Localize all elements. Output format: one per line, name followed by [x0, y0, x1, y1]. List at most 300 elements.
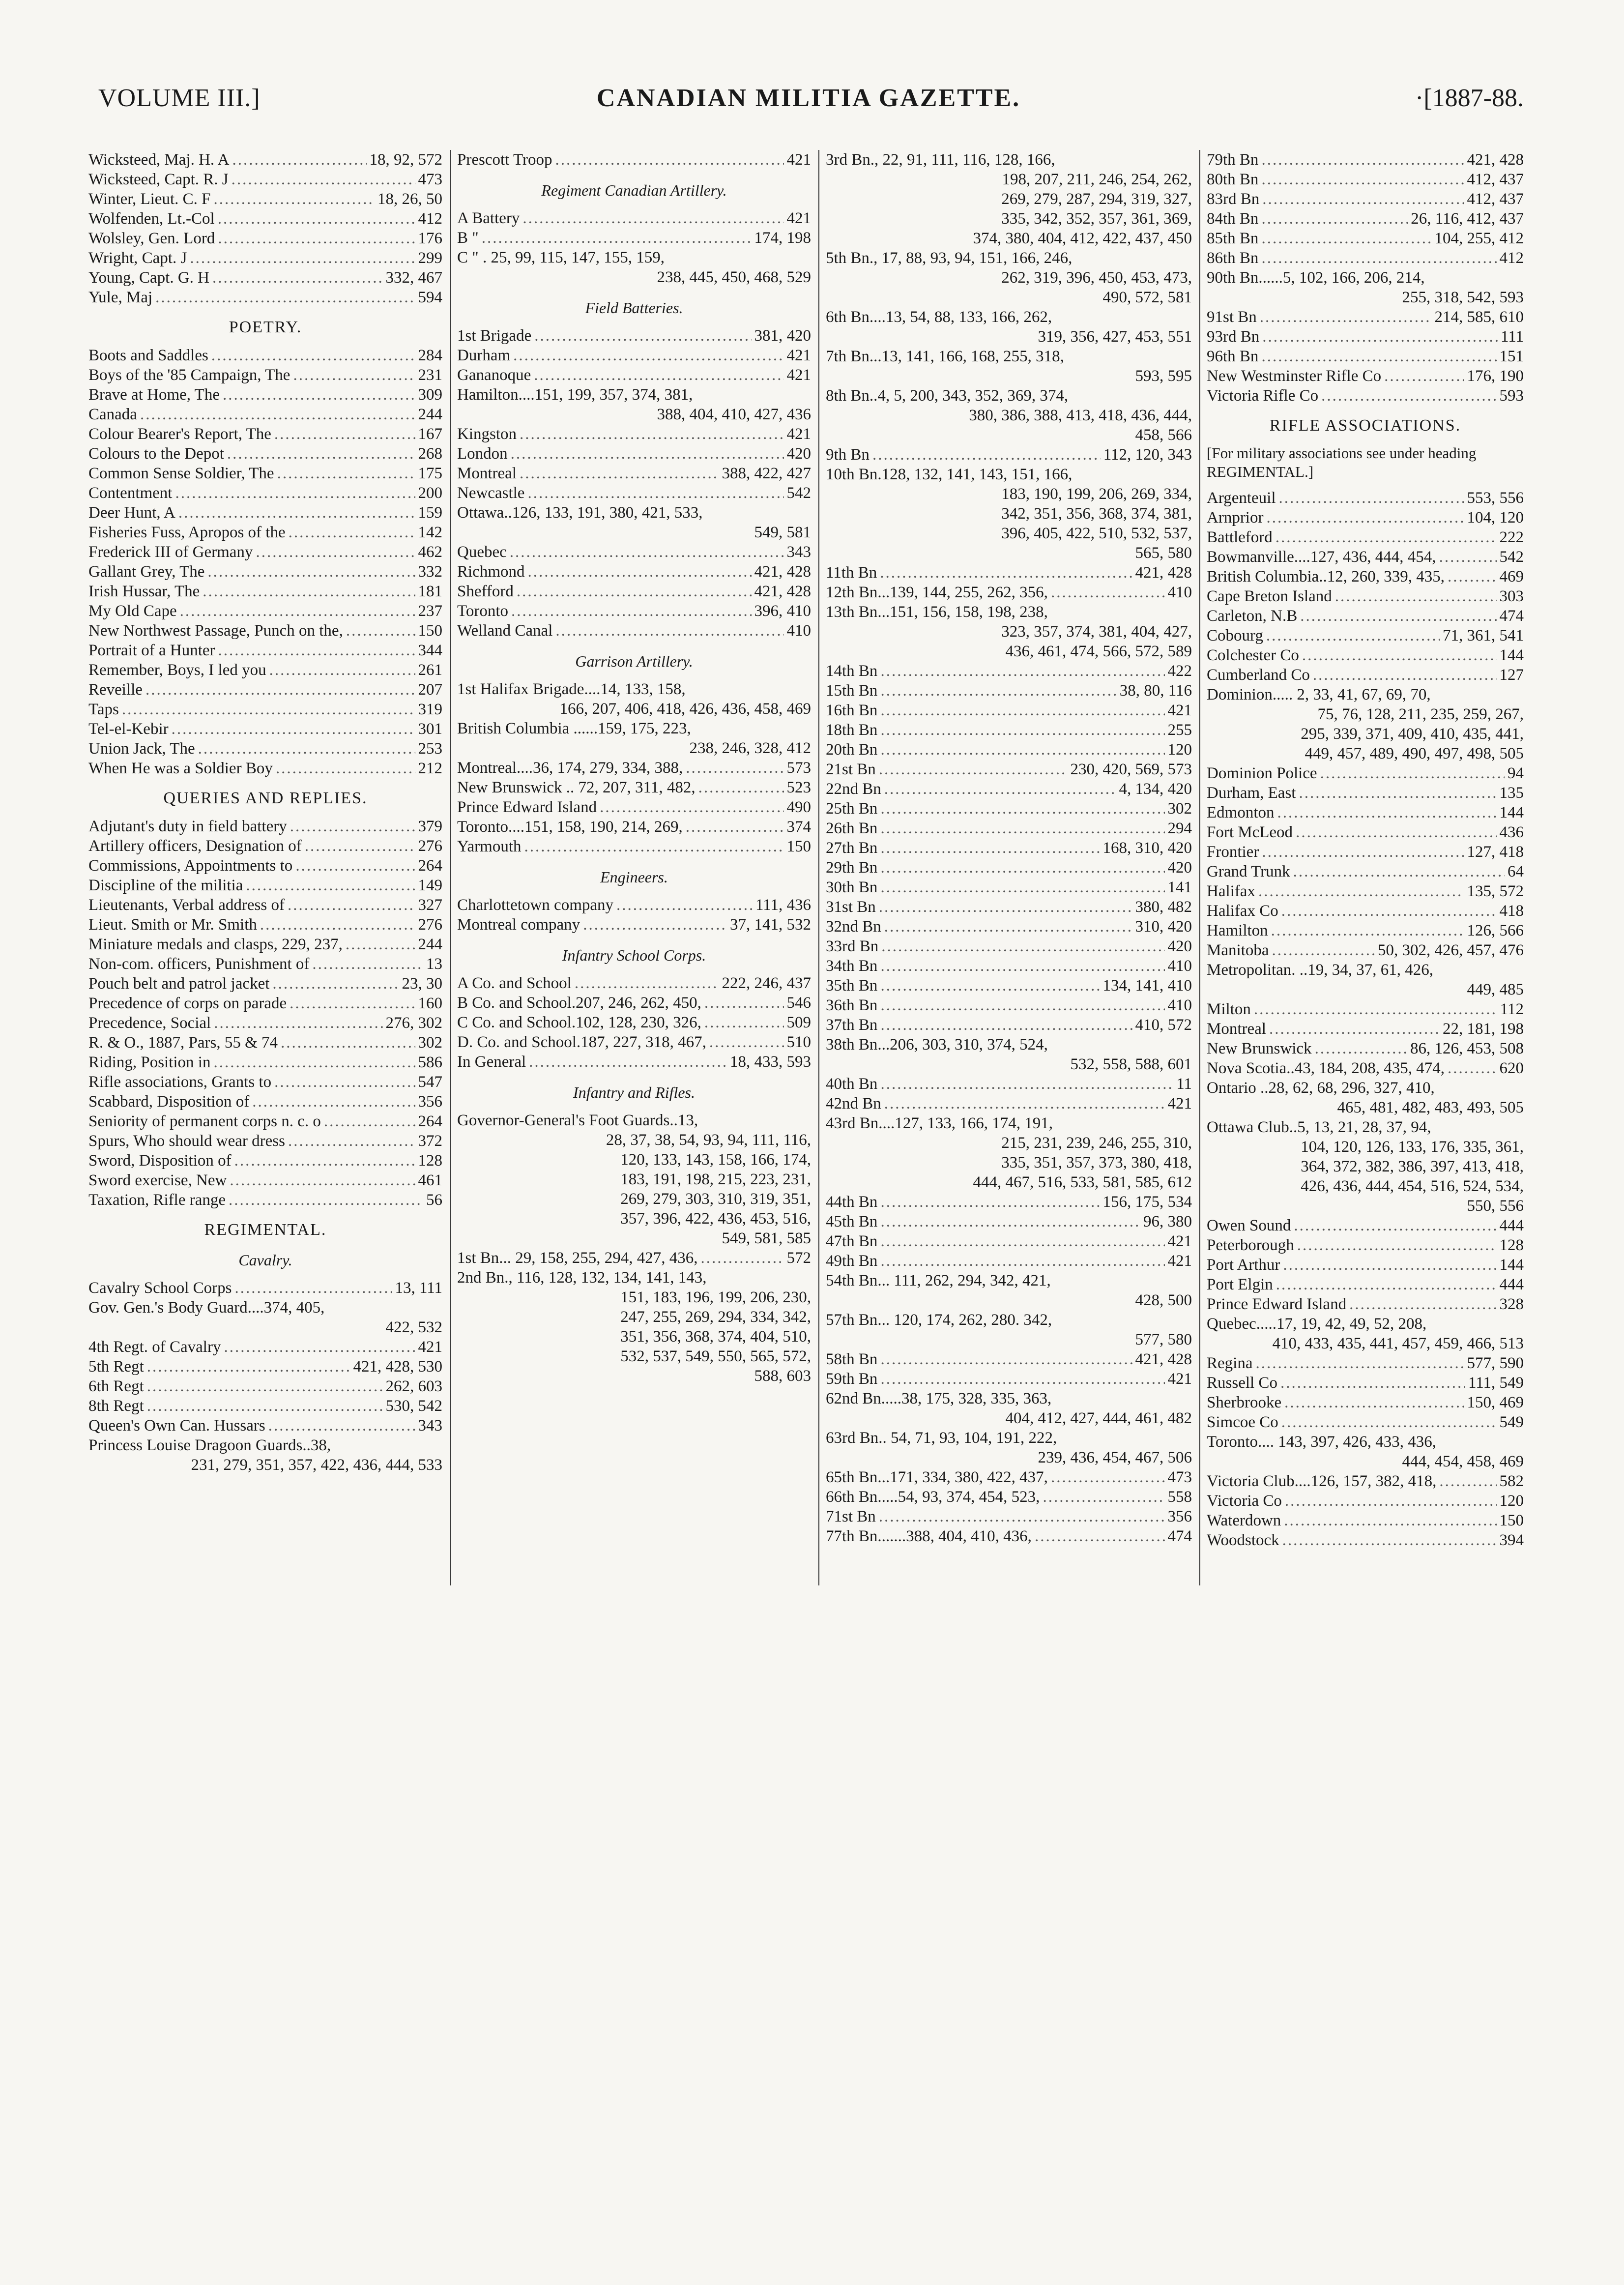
entry-name: 18th Bn: [826, 721, 878, 739]
index-entry: [457, 582, 811, 601]
entry-name: Bowmanville....127, 436, 444, 454,: [1207, 548, 1436, 566]
entry-pages: 421: [786, 209, 811, 227]
index-entry: [88, 739, 442, 759]
entry-name: 14th Bn: [826, 662, 878, 680]
leader-dots: [534, 326, 751, 346]
leader-dots: [1299, 783, 1496, 803]
entry-pages: 328: [1499, 1295, 1524, 1313]
index-entry: [88, 346, 442, 365]
leader-dots: [880, 976, 1100, 996]
entry-name: 1st Bn... 29, 158, 255, 294, 427, 436,: [457, 1249, 698, 1267]
entry-name: Frederick III of Germany: [88, 543, 253, 561]
index-entry: [826, 1526, 1192, 1546]
index-list: [457, 1111, 811, 1386]
entry-pages: 462: [418, 543, 442, 561]
entry-name: Non-com. officers, Punishment of: [88, 955, 310, 973]
entry-name: New Westminster Rifle Co: [1207, 367, 1382, 385]
entry-pages: 128: [1499, 1236, 1524, 1254]
index-entry: [826, 1035, 1192, 1055]
entry-name: Durham, East: [1207, 784, 1296, 802]
column-1: [88, 150, 442, 1600]
leader-dots: [1296, 822, 1496, 842]
index-entry: [1207, 1235, 1524, 1255]
leader-dots: [211, 346, 415, 365]
entry-continuation: 215, 231, 239, 246, 255, 310,: [1001, 1134, 1192, 1152]
entry-name: Boots and Saddles: [88, 347, 208, 364]
entry-pages: 23, 30: [402, 975, 442, 993]
entry-name: 66th Bn.....54, 93, 374, 454, 523,: [826, 1488, 1040, 1506]
index-entry: [1207, 645, 1524, 665]
entry-continuation: 269, 279, 303, 310, 319, 351,: [620, 1190, 811, 1208]
leader-dots: [880, 701, 1164, 720]
entry-continuation: 183, 191, 198, 215, 223, 231,: [620, 1171, 811, 1188]
entry-name: Taxation, Rifle range: [88, 1191, 226, 1209]
index-entry: [88, 1396, 442, 1416]
entry-continuation: 465, 481, 482, 483, 493, 505: [1337, 1099, 1524, 1116]
entry-pages: 410: [1167, 957, 1192, 975]
garrison-artillery-heading: Garrison Artillery.: [575, 652, 693, 670]
index-entry: [457, 1013, 811, 1032]
entry-pages: 594: [418, 289, 442, 306]
entry-name: 1st Halifax Brigade....14, 133, 158,: [457, 680, 686, 698]
entry-name: 22nd Bn: [826, 780, 881, 798]
leader-dots: [880, 799, 1164, 819]
index-entry: [457, 483, 811, 503]
leader-dots: [872, 445, 1101, 465]
entry-name: 33rd Bn: [826, 937, 879, 955]
entry-name: Sword exercise, New: [88, 1172, 227, 1189]
year-label: ·[1887-88.: [1415, 84, 1524, 112]
entry-pages: 56: [426, 1191, 442, 1209]
leader-dots: [1302, 645, 1497, 665]
entry-name: Prince Edward Island: [1207, 1295, 1347, 1313]
leader-dots: [145, 680, 415, 700]
entry-name: Irish Hussar, The: [88, 583, 200, 600]
entry-pages: 22, 181, 198: [1443, 1020, 1524, 1038]
entry-pages: 222: [1499, 528, 1524, 546]
leader-dots: [1293, 862, 1505, 881]
index-entry: [1207, 881, 1524, 901]
entry-pages: 421: [786, 366, 811, 384]
index-entry: [88, 1377, 442, 1396]
entry-name: Arnprior: [1207, 509, 1264, 527]
leader-dots: [172, 719, 415, 739]
entry-pages: 244: [418, 936, 442, 953]
entry-name: Nova Scotia..43, 184, 208, 435, 474,: [1207, 1059, 1445, 1077]
entry-continuation: 335, 351, 357, 373, 380, 418,: [1001, 1154, 1192, 1172]
entry-pages: 421: [786, 151, 811, 169]
leader-dots: [178, 503, 415, 523]
entry-pages: 381, 420: [754, 327, 811, 345]
entry-continuation: 364, 372, 382, 386, 397, 413, 418,: [1301, 1158, 1524, 1175]
entry-name: Spurs, Who should wear dress: [88, 1132, 285, 1150]
index-entry: [826, 1310, 1192, 1330]
leader-dots: [288, 1131, 415, 1151]
index-entry: [826, 878, 1192, 897]
entry-name: Sherbrooke: [1207, 1394, 1282, 1411]
entry-name: 79th Bn: [1207, 151, 1259, 169]
leader-dots: [274, 1072, 415, 1092]
entry-pages: 572: [786, 1249, 811, 1267]
index-entry: [457, 542, 811, 562]
entry-name: Welland Canal: [457, 622, 553, 640]
leader-dots: [276, 759, 415, 778]
entry-pages: 176, 190: [1467, 367, 1524, 385]
leader-dots: [305, 836, 415, 856]
queries-heading: QUERIES AND REPLIES.: [163, 789, 368, 807]
entry-name: Cape Breton Island: [1207, 587, 1332, 605]
entry-continuation: 490, 572, 581: [1102, 289, 1192, 306]
entry-name: 32nd Bn: [826, 918, 881, 936]
leader-dots: [1261, 170, 1464, 189]
entry-name: Discipline of the militia: [88, 877, 243, 894]
index-entry: [1207, 366, 1524, 386]
entry-name: 96th Bn: [1207, 348, 1259, 365]
index-entry: [826, 563, 1192, 583]
column-2: [457, 150, 811, 1600]
leader-dots: [1261, 248, 1496, 268]
entry-pages: 144: [1499, 646, 1524, 664]
entry-name: Wolsley, Gen. Lord: [88, 230, 215, 247]
index-entry: [88, 1416, 442, 1435]
entry-pages: 230, 420, 569, 573: [1070, 761, 1192, 778]
leader-dots: [346, 621, 415, 641]
leader-dots: [1051, 1467, 1165, 1487]
index-entry: [457, 326, 811, 346]
entry-name: Lieut. Smith or Mr. Smith: [88, 916, 257, 934]
entry-name: Brave at Home, The: [88, 386, 220, 404]
entry-name: 37th Bn: [826, 1016, 878, 1034]
index-entry: [826, 1074, 1192, 1094]
entry-name: Taps: [88, 701, 119, 718]
leader-dots: [312, 954, 423, 974]
entry-continuation: 550, 556: [1467, 1197, 1524, 1215]
index-entry: [88, 1112, 442, 1131]
entry-name: Contentment: [88, 484, 173, 502]
index-entry: [457, 424, 811, 444]
entry-name: Reveille: [88, 681, 143, 699]
entry-name: 91st Bn: [1207, 308, 1257, 326]
gazette-title: CANADIAN MILITIA GAZETTE.: [596, 84, 1021, 112]
entry-name: In General: [457, 1053, 526, 1071]
leader-dots: [1262, 189, 1464, 209]
entry-name: Deer Hunt, A: [88, 504, 175, 522]
index-list: [88, 1278, 442, 1475]
entry-continuation: 151, 183, 196, 199, 206, 230,: [620, 1289, 811, 1306]
leader-dots: [527, 483, 783, 503]
entry-name: 16th Bn: [826, 702, 878, 719]
entry-pages: 410: [1167, 584, 1192, 601]
entry-continuation: 444, 467, 516, 533, 581, 585, 612: [973, 1173, 1192, 1191]
index-entry: [1207, 1353, 1524, 1373]
entry-pages: 126, 566: [1467, 922, 1524, 939]
entry-pages: 303: [1499, 587, 1524, 605]
entry-continuation: 549, 581: [754, 524, 811, 541]
entry-continuation: 449, 485: [1467, 981, 1524, 998]
entry-name: 47th Bn: [826, 1232, 878, 1250]
leader-dots: [510, 542, 784, 562]
index-entry: [826, 1192, 1192, 1212]
leader-dots: [616, 895, 753, 915]
leader-dots: [272, 974, 399, 994]
entry-pages: 421, 428: [754, 563, 811, 581]
leader-dots: [234, 1278, 392, 1298]
index-entry: [1207, 1393, 1524, 1412]
index-entry: [1207, 842, 1524, 862]
entry-pages: 64: [1508, 863, 1524, 880]
entry-name: Kingston: [457, 425, 517, 443]
leader-dots: [880, 681, 1116, 701]
entry-continuation: 380, 386, 388, 413, 418, 436, 444,: [969, 407, 1192, 424]
entry-name: Union Jack, The: [88, 740, 195, 758]
entry-pages: 150: [418, 622, 442, 640]
entry-pages: 104, 120: [1467, 509, 1524, 527]
leader-dots: [1258, 881, 1464, 901]
entry-continuation: 444, 454, 458, 469: [1402, 1453, 1524, 1470]
leader-dots: [1448, 1058, 1497, 1078]
leader-dots: [1035, 1526, 1165, 1546]
index-entry: [826, 445, 1192, 465]
index-entry: [826, 681, 1192, 701]
index-entry: [1207, 547, 1524, 567]
entry-name: Princess Louise Dragoon Guards..38,: [88, 1436, 331, 1454]
entry-name: Young, Capt. G. H: [88, 269, 210, 287]
entry-pages: 276: [418, 837, 442, 855]
entry-continuation: 351, 356, 368, 374, 404, 510,: [620, 1328, 811, 1346]
index-entry: [88, 621, 442, 641]
entry-pages: 421: [786, 347, 811, 364]
leader-dots: [522, 208, 783, 228]
leader-dots: [290, 994, 415, 1013]
entry-pages: 149: [418, 877, 442, 894]
index-entry: [457, 208, 811, 228]
index-entry: [1207, 1275, 1524, 1294]
entry-pages: 410, 572: [1135, 1016, 1192, 1034]
entry-name: 59th Bn: [826, 1370, 878, 1388]
infantry-rifles-heading: Infantry and Rifles.: [573, 1084, 695, 1101]
leader-dots: [701, 1248, 784, 1268]
index-entry: [88, 424, 442, 444]
leader-dots: [880, 1369, 1164, 1389]
entry-pages: 104, 255, 412: [1434, 230, 1524, 247]
leader-dots: [555, 621, 783, 641]
leader-dots: [1266, 508, 1464, 527]
index-entry: [457, 444, 811, 464]
entry-pages: 11: [1176, 1075, 1192, 1093]
entry-pages: 418: [1499, 902, 1524, 920]
entry-pages: 299: [418, 249, 442, 267]
entry-pages: 327: [418, 896, 442, 914]
index-entry: [88, 562, 442, 582]
infantry-school-heading: Infantry School Corps.: [562, 946, 706, 964]
entry-pages: 212: [418, 760, 442, 777]
entry-name: Rifle associations, Grants to: [88, 1073, 272, 1091]
entry-continuation: 532, 537, 549, 550, 565, 572,: [620, 1348, 811, 1365]
index-entry: [88, 719, 442, 739]
entry-pages: 549: [1499, 1413, 1524, 1431]
index-entry: [88, 817, 442, 836]
entry-pages: 558: [1167, 1488, 1192, 1506]
index-entry: [88, 641, 442, 660]
leader-dots: [289, 523, 415, 542]
index-entry: [1207, 803, 1524, 822]
index-entry: [88, 601, 442, 621]
entry-name: 83rd Bn: [1207, 190, 1260, 208]
entry-name: 35th Bn: [826, 977, 878, 995]
page-header: [93, 84, 1524, 123]
leader-dots: [268, 1416, 415, 1435]
entry-continuation: 565, 580: [1135, 544, 1192, 562]
leader-dots: [147, 1377, 383, 1396]
leader-dots: [583, 915, 727, 935]
leader-dots: [1294, 1216, 1496, 1235]
entry-name: A Co. and School: [457, 974, 572, 992]
entry-name: 71st Bn: [826, 1508, 876, 1525]
entry-pages: 332, 467: [385, 269, 442, 287]
index-entry: [1207, 940, 1524, 960]
index-entry: [826, 799, 1192, 819]
entry-name: London: [457, 445, 508, 463]
leader-dots: [190, 248, 415, 268]
index-list: [457, 679, 811, 856]
index-entry: [826, 917, 1192, 937]
leader-dots: [880, 878, 1164, 897]
leader-dots: [698, 778, 784, 797]
leader-dots: [880, 1192, 1100, 1212]
leader-dots: [1276, 527, 1497, 547]
entry-pages: 135: [1499, 784, 1524, 802]
entry-pages: 461: [418, 1172, 442, 1189]
entry-pages: 37, 141, 532: [730, 916, 811, 934]
leader-dots: [269, 660, 415, 680]
index-entry: [826, 347, 1192, 366]
index-entry: [1207, 862, 1524, 881]
entry-pages: 181: [418, 583, 442, 600]
index-entry: [457, 503, 811, 523]
entry-name: 58th Bn: [826, 1350, 878, 1368]
entry-pages: 112, 120, 343: [1103, 446, 1192, 464]
index-entry: [1207, 665, 1524, 685]
leader-dots: [1280, 1373, 1465, 1393]
entry-pages: 18, 92, 572: [369, 151, 442, 169]
leader-dots: [1283, 1255, 1496, 1275]
index-entry: [457, 1268, 811, 1288]
leader-dots: [1255, 1353, 1464, 1373]
entry-pages: 396, 410: [754, 602, 811, 620]
leader-dots: [1261, 229, 1431, 248]
entry-pages: 141: [1167, 879, 1192, 896]
entry-name: Victoria Rifle Co: [1207, 387, 1319, 405]
entry-continuation: 238, 445, 450, 468, 529: [657, 268, 811, 286]
entry-pages: 18, 26, 50: [377, 190, 442, 208]
index-entry: [1207, 307, 1524, 327]
entry-name: Manitoba: [1207, 941, 1269, 959]
leader-dots: [879, 897, 1132, 917]
entry-name: 27th Bn: [826, 839, 878, 857]
leader-dots: [1261, 347, 1496, 366]
entry-pages: 111: [1500, 328, 1524, 346]
index-entry: [826, 307, 1192, 327]
leader-dots: [880, 838, 1100, 858]
entry-name: Dominion..... 2, 33, 41, 67, 69, 70,: [1207, 686, 1431, 703]
rca-heading: Regiment Canadian Artillery.: [541, 181, 727, 199]
index-entry: [826, 1467, 1192, 1487]
leader-dots: [511, 444, 784, 464]
index-entry: [457, 346, 811, 365]
index-entry: [826, 248, 1192, 268]
index-entry: [1207, 783, 1524, 803]
entry-name: Gov. Gen.'s Body Guard....374, 405,: [88, 1299, 325, 1317]
index-entry: [88, 405, 442, 424]
index-entry: [826, 1113, 1192, 1133]
entry-pages: 156, 175, 534: [1102, 1193, 1192, 1211]
index-entry: [1207, 606, 1524, 626]
entry-continuation: 374, 380, 404, 412, 422, 437, 450: [973, 230, 1192, 247]
entry-pages: 237: [418, 602, 442, 620]
entry-pages: 343: [786, 543, 811, 561]
index-entry: [88, 1171, 442, 1190]
index-entry: [457, 1032, 811, 1052]
entry-pages: 553, 556: [1467, 489, 1524, 507]
leader-dots: [1281, 1412, 1497, 1432]
entry-name: Owen Sound: [1207, 1217, 1291, 1234]
entry-pages: 474: [1499, 607, 1524, 625]
index-entry: [88, 1033, 442, 1053]
entry-name: When He was a Soldier Boy: [88, 760, 273, 777]
entry-name: Precedence, Social: [88, 1014, 211, 1032]
entry-pages: 421: [1167, 1232, 1192, 1250]
index-entry: [826, 996, 1192, 1015]
entry-name: 10th Bn.128, 132, 141, 143, 151, 166,: [826, 466, 1073, 483]
entry-pages: 207: [418, 681, 442, 699]
entry-continuation: 428, 500: [1135, 1291, 1192, 1309]
entry-name: Colour Bearer's Report, The: [88, 425, 271, 443]
entry-name: New Northwest Passage, Punch on the,: [88, 622, 343, 640]
entry-name: 11th Bn: [826, 564, 877, 582]
entry-name: Cobourg: [1207, 627, 1263, 644]
entry-name: Victoria Club....126, 157, 382, 418,: [1207, 1472, 1437, 1490]
leader-dots: [1284, 1393, 1464, 1412]
entry-name: Frontier: [1207, 843, 1259, 861]
index-entry: [1207, 1078, 1524, 1098]
index-entry: [1207, 1530, 1524, 1550]
entry-name: Riding, Position in: [88, 1054, 211, 1071]
entry-pages: 586: [418, 1054, 442, 1071]
entry-name: Miniature medals and clasps, 229, 237,: [88, 936, 343, 953]
index-entry: [826, 740, 1192, 760]
entry-name: Prescott Troop: [457, 151, 552, 169]
index-entry: [457, 778, 811, 797]
index-entry: [1207, 1039, 1524, 1058]
leader-dots: [232, 150, 366, 170]
index-entry: [826, 1231, 1192, 1251]
index-entry: [88, 935, 442, 954]
entry-name: Richmond: [457, 563, 525, 581]
entry-name: 85th Bn: [1207, 230, 1259, 247]
index-entry: [88, 483, 442, 503]
entry-name: Port Arthur: [1207, 1256, 1280, 1274]
index-entry: [826, 1507, 1192, 1526]
entry-name: Pouch belt and patrol jacket: [88, 975, 270, 993]
index-entry: [457, 1052, 811, 1072]
entry-pages: 96, 380: [1143, 1213, 1192, 1230]
leader-dots: [880, 740, 1164, 760]
leader-dots: [1051, 583, 1165, 602]
entry-name: Commissions, Appointments to: [88, 857, 293, 875]
entry-continuation: 238, 246, 328, 412: [689, 739, 811, 757]
leader-dots: [600, 797, 783, 817]
entry-name: 38th Bn...206, 303, 310, 374, 524,: [826, 1036, 1048, 1054]
